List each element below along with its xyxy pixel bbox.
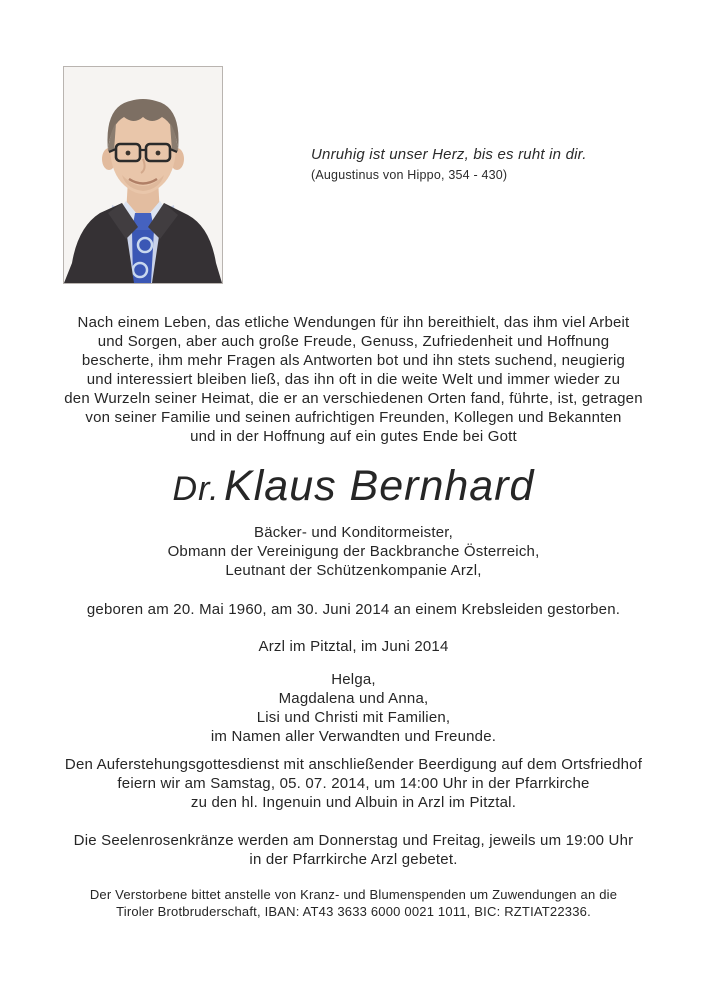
intro-line: von seiner Familie und seinen aufrichtigen Freunden, Kollegen und Bekannten — [85, 409, 622, 426]
intro-line: bescherte, ihm mehr Fragen als Antworten bot und ihn stets suchend, neugierig — [81, 352, 626, 369]
role-line: Bäcker- und Konditormeister, — [253, 524, 454, 541]
role-line: Obmann der Vereinigung der Backbranche Österreich, — [167, 543, 540, 560]
quote-attribution: (Augustinus von Hippo, 354 - 430) — [311, 168, 508, 182]
mourners-list — [0, 670, 707, 746]
funeral-info — [0, 755, 707, 812]
intro-line: und Sorgen, aber auch große Freude, Genuss, Zufriedenheit und Hoffnung — [97, 333, 610, 350]
intro-line: und interessiert bleiben ließ, das ihn oft in die weite Welt und immer wieder zu — [86, 371, 621, 388]
intro-line: den Wurzeln seiner Heimat, die er an verschiedenen Orten fand, führte, ist, getragen — [64, 390, 643, 407]
obituary-content — [0, 313, 707, 920]
donation-info-line: Der Verstorbene bittet anstelle von Kranz- und Blumenspenden um Zuwendungen an die — [89, 887, 618, 902]
memorial-quote — [311, 146, 587, 182]
intro-paragraph — [0, 313, 707, 446]
deceased-name: Klaus Bernhard — [224, 462, 535, 510]
life-dates: geboren am 20. Mai 1960, am 30. Juni 2014 an einem Krebsleiden gestorben. — [86, 601, 621, 618]
mourner-line: Magdalena und Anna, — [278, 690, 429, 707]
funeral-info-line: feiern wir am Samstag, 05. 07. 2014, um 14:00 Uhr in der Pfarrkirche — [117, 775, 590, 792]
deceased-roles — [0, 523, 707, 580]
donation-info-line: Tiroler Brotbruderschaft, IBAN: AT43 3633 6000 0021 1011, BIC: RZTIAT22336. — [116, 904, 591, 919]
funeral-info-line: zu den hl. Ingenuin und Albuin in Arzl im Pitztal. — [190, 794, 517, 811]
role-line: Leutnant der Schützenkompanie Arzl, — [225, 562, 482, 579]
place-date: Arzl im Pitztal, im Juni 2014 — [258, 638, 449, 655]
portrait-illustration — [64, 67, 222, 283]
mourner-line: im Namen aller Verwandten und Freunde. — [210, 728, 497, 745]
mourner-line: Lisi und Christi mit Familien, — [256, 709, 451, 726]
deceased-title: Dr. — [172, 470, 220, 508]
quote-text: Unruhig ist unser Herz, bis es ruht in dir. — [311, 146, 587, 163]
deceased-name-line — [0, 461, 707, 521]
intro-line: Nach einem Leben, das etliche Wendungen für ihn bereithielt, das ihm viel Arbeit — [77, 314, 630, 331]
rosary-info — [0, 831, 707, 869]
intro-line: und in der Hoffnung auf ein gutes Ende bei Gott — [190, 428, 517, 445]
mourner-line: Helga, — [331, 671, 376, 688]
portrait-photo — [63, 66, 223, 284]
rosary-info-line: Die Seelenrosenkränze werden am Donnerstag und Freitag, jeweils um 19:00 Uhr — [73, 832, 634, 849]
rosary-info-line: in der Pfarrkirche Arzl gebetet. — [249, 851, 458, 868]
donation-info — [0, 886, 707, 920]
funeral-info-line: Den Auferstehungsgottesdienst mit anschließender Beerdigung auf dem Ortsfriedhof — [64, 756, 643, 773]
